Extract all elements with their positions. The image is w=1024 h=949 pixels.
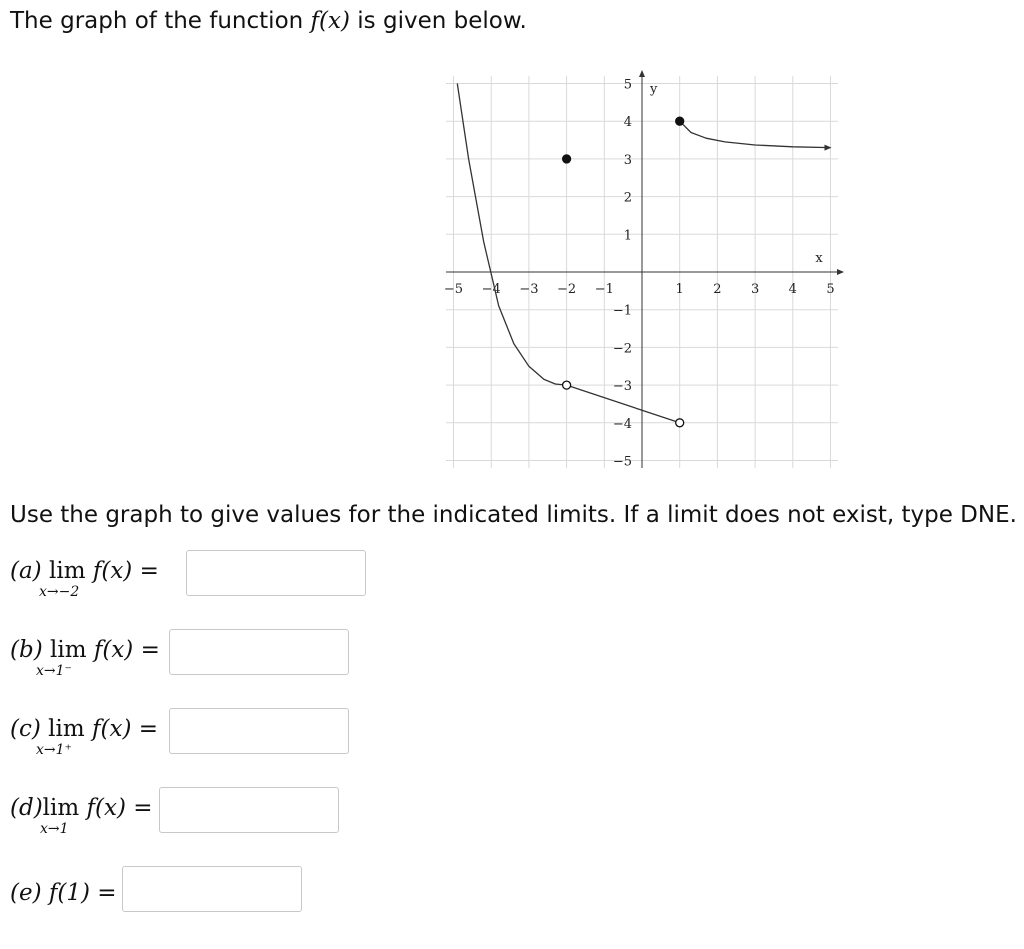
answer-a-input[interactable]: [186, 550, 366, 596]
answer-e-input[interactable]: [122, 866, 302, 912]
question-a-lim: lim: [48, 558, 86, 584]
x-tick-label: 5: [826, 282, 835, 297]
open-point: [563, 381, 571, 389]
x-tick-label: 3: [750, 282, 760, 297]
intro-before: The graph of the function: [10, 8, 311, 34]
function-graph: [436, 66, 846, 476]
y-tick-label: −3: [612, 379, 632, 395]
question-b-lim: lim: [49, 637, 87, 663]
question-a-expr: f(x) =: [92, 558, 159, 584]
y-tick-label: 2: [623, 190, 632, 206]
question-b-expr: f(x) =: [93, 637, 160, 663]
question-a-tag: (a): [10, 558, 42, 584]
question-b-label: [10, 637, 160, 663]
intro-text: [10, 8, 527, 34]
question-d-sub: x→1: [40, 821, 69, 837]
question-e-expr: f(1) =: [48, 880, 117, 906]
y-tick-label: −4: [612, 416, 632, 432]
question-c-label: [10, 716, 158, 742]
question-d-expr: f(x) =: [86, 795, 153, 821]
x-tick-label: −2: [557, 282, 577, 297]
y-tick-label: 1: [623, 228, 632, 244]
question-e-tag: (e): [10, 880, 42, 906]
answer-d-input[interactable]: [159, 787, 339, 833]
x-tick-label: −3: [519, 282, 539, 297]
question-c-lim: lim: [48, 716, 85, 742]
question-b-tag: (b): [10, 637, 43, 663]
x-tick-label: 4: [788, 282, 797, 297]
x-axis-arrow: [837, 269, 844, 275]
series: [457, 81, 831, 423]
x-tick-label: −5: [443, 282, 464, 297]
question-d-lim: lim: [42, 795, 80, 821]
x-axis-label: x: [815, 251, 823, 266]
question-c-tag: (c): [10, 716, 41, 742]
question-a-label: [10, 558, 159, 584]
y-tick-label: −1: [612, 303, 632, 319]
y-tick-label: 3: [623, 152, 632, 168]
question-e-label: [10, 880, 117, 906]
filled-point: [563, 155, 571, 163]
question-c-expr: f(x) =: [91, 716, 158, 742]
question-a-sub: x→−2: [39, 584, 80, 600]
x-tick-label: −1: [594, 282, 614, 297]
y-tick-label: −2: [612, 341, 632, 357]
answer-b-input[interactable]: [169, 629, 349, 675]
y-tick-label: −5: [612, 454, 632, 470]
question-c-sub: x→1⁺: [36, 742, 72, 758]
x-tick-label: 2: [713, 282, 722, 297]
answer-c-input[interactable]: [169, 708, 349, 754]
question-d-tag: (d): [10, 795, 43, 821]
x-tick-label: 1: [675, 282, 684, 297]
question-d-label: [10, 795, 153, 821]
instructions: Use the graph to give values for the indicated limits. If a limit does not exist, type DNE.: [10, 502, 1017, 528]
open-point: [676, 419, 684, 427]
intro-func: f(x): [310, 8, 350, 34]
y-tick-label: 4: [623, 115, 632, 131]
intro-after: is given below.: [349, 8, 527, 34]
x-tick-label: −4: [481, 282, 501, 297]
y-axis-arrow: [639, 70, 645, 77]
question-b-sub: x→1⁻: [36, 663, 72, 679]
axes: [443, 70, 844, 468]
y-tick-label: 5: [623, 77, 632, 93]
y-axis-label: y: [650, 81, 658, 97]
tick-labels: [444, 78, 835, 470]
filled-point: [676, 117, 684, 125]
